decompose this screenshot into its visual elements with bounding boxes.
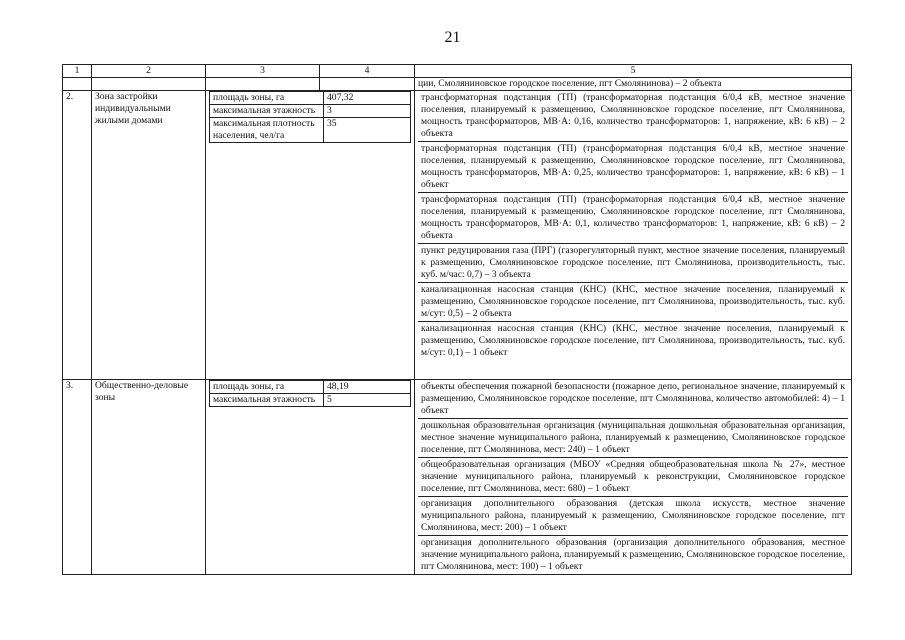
object-entry: общеобразовательная организация (МБОУ «Средняя общеобразовательная школа № 27», местное значение муниципального района, планируемый к реконструкции, Смоляниновское городское поселение, пгт Смолянинова, мест: 680) – 1 объект <box>418 457 848 496</box>
continuation-cell-zone <box>92 78 206 91</box>
column-number-5: 5 <box>415 65 852 78</box>
zone-parameters <box>206 91 415 380</box>
object-entry: организация дополнительного образования (организация дополнительного образования, местное значение муниципального района, планируемый к размещению, Смоляниновское городское поселение, пгт Смолянинова, мест: 100) – 1 объект <box>418 535 848 574</box>
parameter-label: площадь зоны, га <box>210 92 324 105</box>
planned-objects <box>415 91 852 380</box>
table-row <box>63 380 852 575</box>
parameters-table <box>209 91 411 143</box>
column-number-4: 4 <box>320 65 415 78</box>
parameters-table <box>209 380 411 407</box>
parameter-label: площадь зоны, га <box>210 381 324 394</box>
zone-name: Зона застройки индивидуальными жилыми домами <box>92 91 206 380</box>
object-entry: канализационная насосная станция (КНС) (КНС, местное значение поселения, планируемый к размещению, Смоляниновское городское поселение, пгт Смолянинова, производительность, тыс. куб. м/сут: 0,1) – 1 объект <box>418 321 848 360</box>
object-entry: трансформаторная подстанция (ТП) (трансформаторная подстанция 6/0,4 кВ, местное значение поселения, планируемый к размещению, Смоляниновское городское поселение, пгт Смолянинова, мощность трансформаторов, МВ·А: 0,25, количество трансформаторов: 1, напряжение, кВ: 6 кВ) – 1 объект <box>418 141 848 192</box>
parameter-value: 407,32 <box>324 92 411 105</box>
parameter-value: 35 <box>324 118 411 143</box>
parameter-label: максимальная этажность <box>210 105 324 118</box>
parameter-value: 3 <box>324 105 411 118</box>
parameter-value: 5 <box>324 394 411 407</box>
object-entry: объекты обеспечения пожарной безопасности (пожарное депо, региональное значение, планируемый к размещению, Смоляниновское городское поселение, пгт Смолянинова, количество автомобилей: 4) – 1 объект <box>421 381 845 416</box>
parameter-row <box>210 92 411 105</box>
continuation-row <box>63 78 852 91</box>
zones-table <box>62 64 852 575</box>
parameter-row <box>210 105 411 118</box>
zone-parameters <box>206 380 415 575</box>
object-entry: трансформаторная подстанция (ТП) (трансформаторная подстанция 6/0,4 кВ, местное значение поселения, планируемый к размещению, Смоляниновское городское поселение, пгт Смолянинова, мощность трансформаторов, МВ·А: 0,16, количество трансформаторов: 1, напряжение, кВ: 6 кВ) – 2 объекта <box>421 92 845 139</box>
object-entry: дошкольная образовательная организация (муниципальная дошкольная образовательная организация, местное значение муниципального района, планируемый к размещению, Смоляниновское городское поселение, пгт Смолянинова, мест: 240) – 1 объект <box>418 418 848 457</box>
continuation-cell-values <box>320 78 415 91</box>
object-entry: канализационная насосная станция (КНС) (КНС, местное значение поселения, планируемый к размещению, Смоляниновское городское поселение, пгт Смолянинова, производительность, тыс. куб. м/сут: 0,5) – 2 объекта <box>418 282 848 321</box>
object-entry: организация дополнительного образования (детская школа искусств, местное значение муниципального района, планируемый к размещению, Смоляниновское городское поселение, пгт Смолянинова, мест: 200) – 1 объект <box>418 496 848 535</box>
continuation-cell-num <box>63 78 92 91</box>
object-entry: трансформаторная подстанция (ТП) (трансформаторная подстанция 6/0,4 кВ, местное значение поселения, планируемый к размещению, Смоляниновское городское поселение, пгт Смолянинова, мощность трансформаторов, МВ·А: 0,1, количество трансформаторов: 1, напряжение, кВ: 6 кВ) – 2 объекта <box>418 192 848 243</box>
column-number-3: 3 <box>206 65 320 78</box>
column-number-2: 2 <box>92 65 206 78</box>
object-entry: пункт редуцирования газа (ПРГ) (газорегуляторный пункт, местное значение поселения, планируемый к размещению, Смоляниновское городское поселение, пгт Смолянинова, производительность, тыс. куб. м/час: 0,7) – 3 объекта <box>418 243 848 282</box>
row-number: 2. <box>63 91 92 380</box>
parameter-value: 48,19 <box>324 381 411 394</box>
continuation-cell-params <box>206 78 320 91</box>
parameter-label: максимальная этажность <box>210 394 324 407</box>
continuation-text: ции, Смоляниновское городское поселение, пгт Смолянинова) – 2 объекта <box>415 78 852 91</box>
table-header-row <box>63 65 852 78</box>
column-number-1: 1 <box>63 65 92 78</box>
parameter-row <box>210 381 411 394</box>
page-number: 21 <box>444 29 461 46</box>
row-number: 3. <box>63 380 92 575</box>
zone-name: Общественно-деловые зоны <box>92 380 206 575</box>
parameter-row <box>210 394 411 407</box>
parameter-row <box>210 118 411 143</box>
planned-objects <box>415 380 852 575</box>
table-row <box>63 91 852 380</box>
parameter-label: максимальная плотность населения, чел/га <box>210 118 324 143</box>
